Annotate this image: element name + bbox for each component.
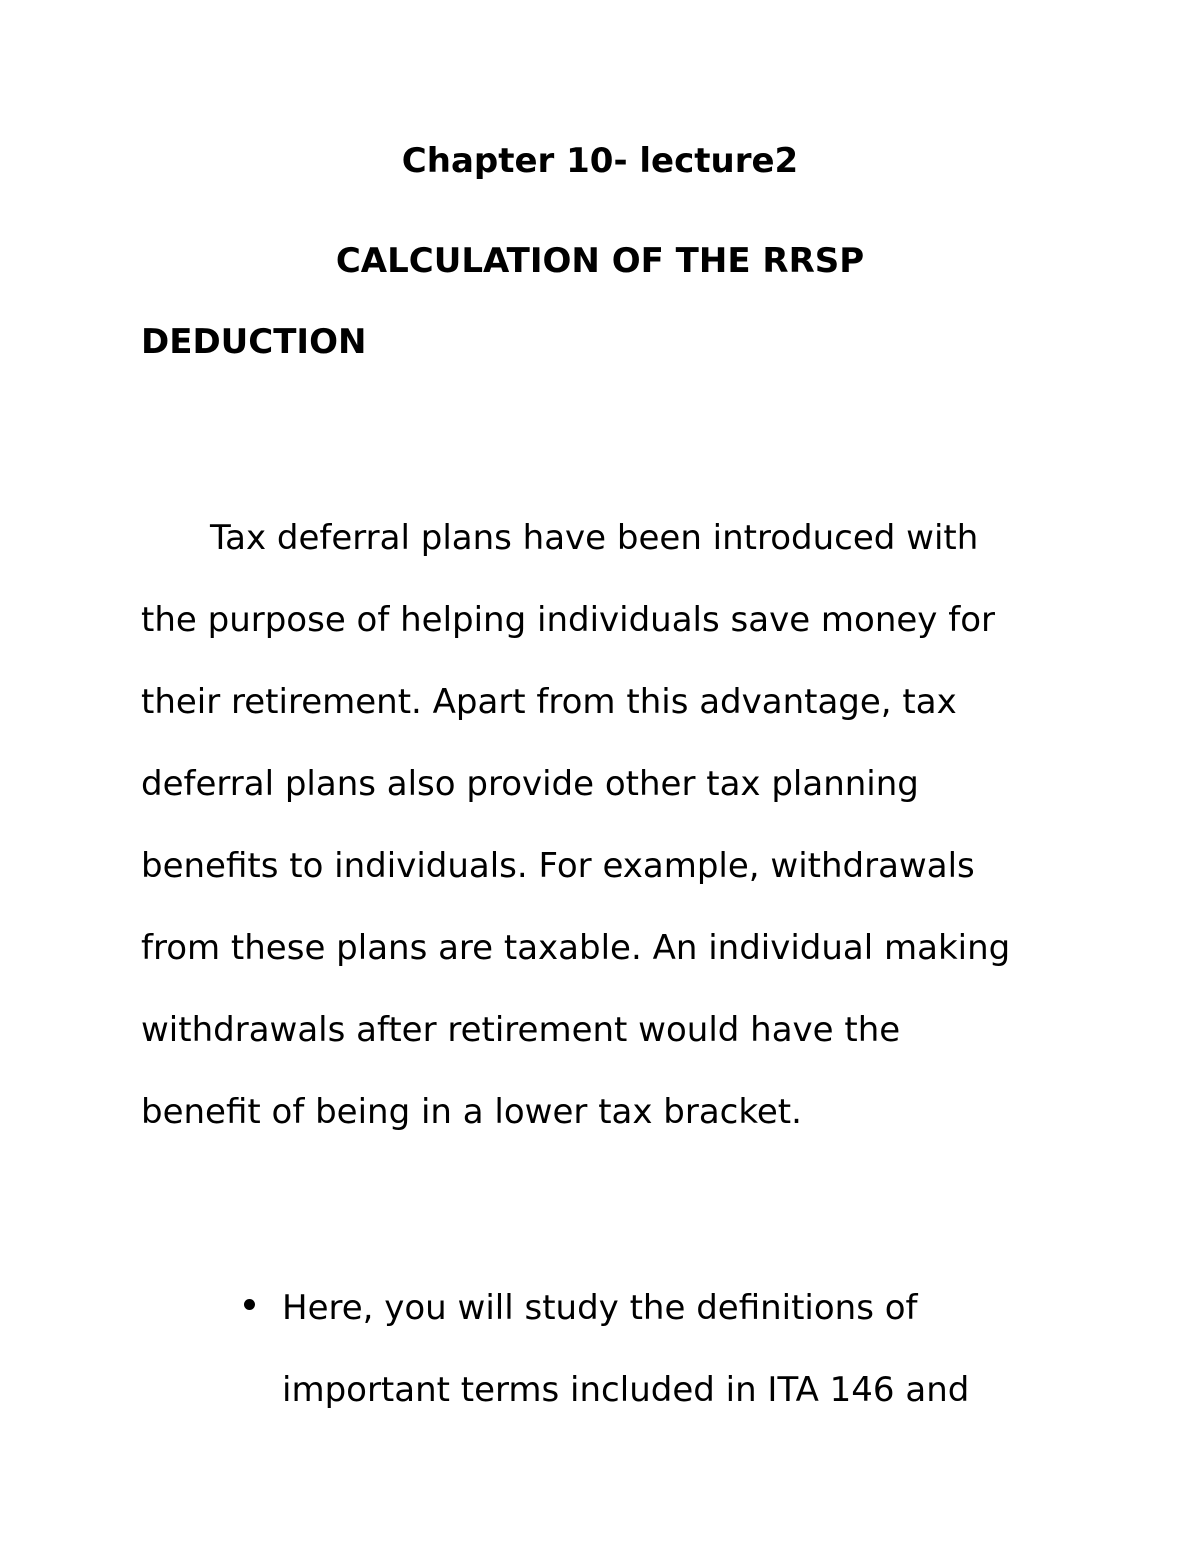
paragraph-line-6: from these plans are taxable. An individual making (141, 928, 1011, 968)
heading-line-1: CALCULATION OF THE RRSP (335, 241, 865, 281)
bullet-line-1: Here, you will study the definitions of (282, 1288, 918, 1328)
paragraph-line-1: Tax deferral plans have been introduced with (210, 518, 979, 558)
paragraph-line-4: deferral plans also provide other tax planning (141, 764, 919, 804)
heading-line-2: DEDUCTION (141, 322, 367, 362)
bullet-line-2: important terms included in ITA 146 and (282, 1370, 970, 1410)
paragraph-line-7: withdrawals after retirement would have the (141, 1010, 901, 1050)
paragraph-line-8: benefit of being in a lower tax bracket. (141, 1092, 802, 1132)
chapter-title: Chapter 10- lecture2 (401, 141, 799, 181)
bullet-marker (244, 1299, 255, 1310)
paragraph-line-2: the purpose of helping individuals save money for (141, 600, 995, 640)
paragraph-line-5: benefits to individuals. For example, withdrawals (141, 846, 975, 886)
paragraph-line-3: their retirement. Apart from this advantage, tax (141, 682, 957, 722)
